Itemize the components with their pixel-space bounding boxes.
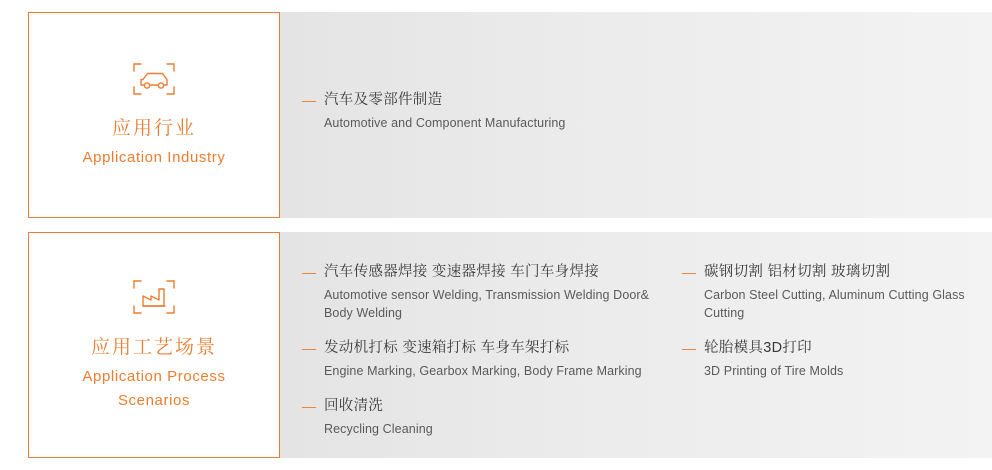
list-item-en: Automotive sensor Welding, Transmission Welding Door& Body Welding [324,288,650,320]
list-item [302,262,660,322]
list-item-text [704,262,980,322]
industry-content-panel [280,12,992,218]
dash-marker: — [302,92,316,108]
list-item-en: Automotive and Component Manufacturing [324,116,566,130]
industry-title-en: Application Industry [82,148,226,166]
list-item-cn: 发动机打标 变速箱打标 车身车架打标 [324,340,570,356]
section-application-process-scenarios [0,232,992,458]
list-item-text [324,262,660,322]
section-application-industry [0,12,992,218]
industry-label-card [28,12,280,218]
car-scan-icon [131,61,177,97]
list-item [302,90,680,132]
process-column-right [660,262,980,380]
list-item-cn: 汽车及零部件制造 [324,92,443,108]
dash-marker: — [302,264,316,280]
industry-column [280,90,680,132]
dash-marker: — [682,264,696,280]
process-title-en: Application Process [82,367,226,385]
list-item-en: Engine Marking, Gearbox Marking, Body Frame Marking [324,364,642,378]
list-item [682,338,980,380]
list-item-cn: 轮胎模具3D打印 [704,340,812,356]
list-item-en: Carbon Steel Cutting, Aluminum Cutting Glass Cutting [704,288,965,320]
list-item-cn: 碳钢切割 铝材切割 玻璃切割 [704,264,891,280]
process-title-en-line2: Scenarios [117,392,191,410]
dash-marker: — [302,398,316,414]
list-item [302,338,660,380]
process-label-card [28,232,280,458]
list-item-text [324,338,660,380]
list-item [302,396,660,438]
industry-title-cn: 应用行业 [111,118,196,140]
dash-marker: — [302,340,316,356]
list-item-en: 3D Printing of Tire Molds [704,364,844,378]
list-item-cn: 回收清洗 [324,398,384,414]
process-title-cn: 应用工艺场景 [90,337,217,358]
process-column-left [280,262,660,438]
factory-scan-icon [131,278,177,316]
list-item [682,262,980,322]
list-item-en: Recycling Cleaning [324,422,433,436]
list-item-text [704,338,980,380]
dash-marker: — [682,340,696,356]
list-item-text [324,90,680,132]
list-item-cn: 汽车传感器焊接 变速器焊接 车门车身焊接 [324,264,600,280]
process-content-panel [280,232,992,458]
list-item-text [324,396,660,438]
